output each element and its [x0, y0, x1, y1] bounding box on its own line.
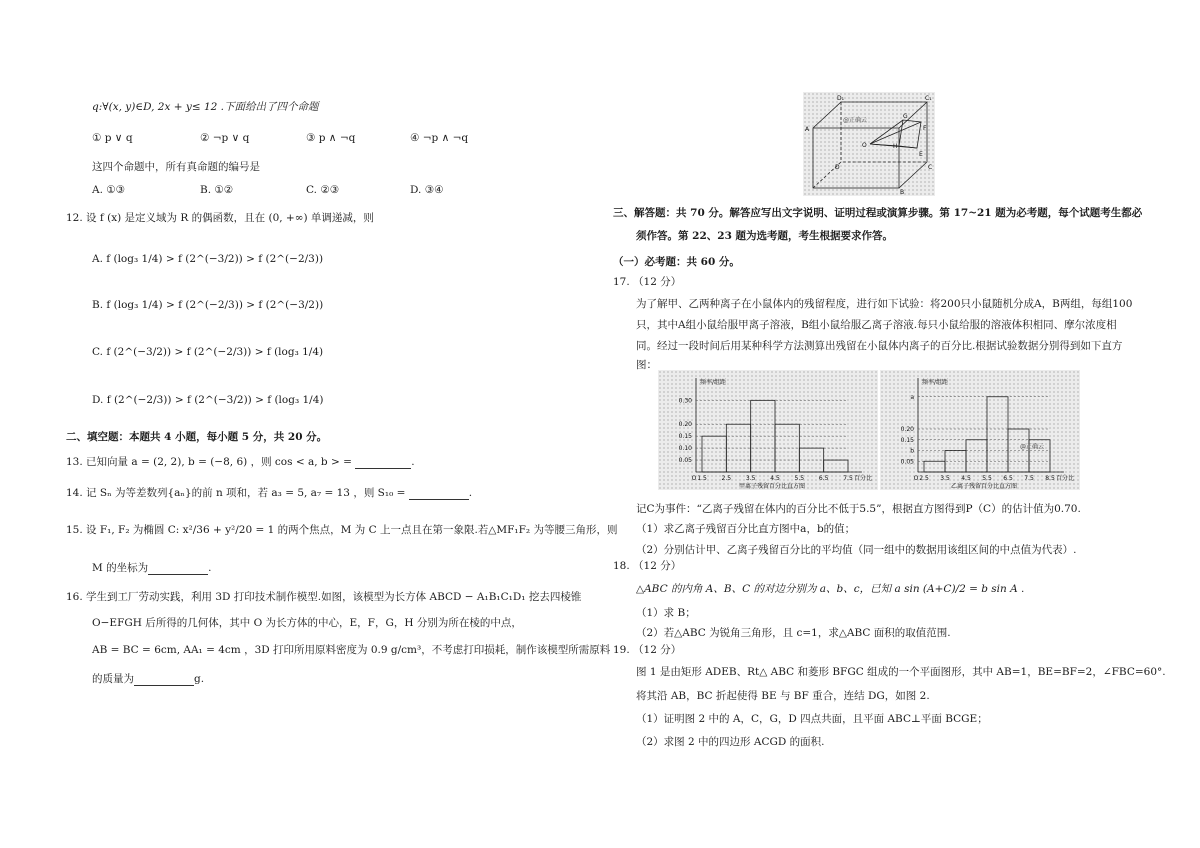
label-f: F: [923, 125, 927, 132]
x-tick-label: 5.5: [794, 475, 805, 482]
q17-part-1: （1）求乙离子残留百分比直方图中a，b的值；: [636, 523, 856, 535]
q16-answer-blank[interactable]: [134, 685, 194, 686]
y-tick-label: 0.05: [900, 458, 914, 466]
label-o: O: [862, 142, 867, 149]
q11-question: 这四个命题中，所有真命题的编号是: [92, 161, 260, 173]
q18-text: △ABC 的内角 A、B、C 的对边分别为 a、b、c，已知 a sin (A+C)/2 = b sin A .: [636, 583, 1025, 595]
y-tick-label: 0.20: [900, 426, 914, 433]
q13: 13. 已知向量 a = (2, 2), b = (−8, 6) ，则 cos < a, b > = .: [66, 456, 415, 468]
cube-hidden-edges: [813, 162, 927, 188]
label-a: A: [805, 126, 810, 133]
label-d1: D₁: [837, 95, 845, 102]
x-tick-label: 5.5: [982, 475, 992, 482]
q11-choice-b: B. ①②: [200, 184, 234, 196]
x-axis-label: 百分比: [854, 475, 873, 482]
q12-stem: 12. 设 f (x) 是定义域为 R 的偶函数，且在 (0, +∞) 单调递减，则: [66, 212, 374, 224]
q15-answer-blank[interactable]: [148, 574, 208, 575]
q11-option-2: ② ¬p ∨ q: [200, 132, 250, 144]
q11-choice-c: C. ②③: [306, 184, 340, 196]
q14-text: 14. 记 Sₙ 为等差数列{aₙ}的前 n 项和，若 a₃ = 5, a₇ = 13 ，则 S₁₀ =: [66, 487, 409, 499]
q17-event: 记C为事件：“乙离子残留在体内的百分比不低于5.5”，根据直方图得到P（C）的估计值为0.70.: [636, 503, 1081, 515]
histogram-jia-svg: [658, 370, 878, 490]
q11-continuation: q:∀(x, y)∈D, 2x + y≤ 12 .下面给出了四个命题: [92, 101, 319, 113]
x-tick-label: 3.5: [940, 475, 950, 482]
label-d: D: [835, 164, 840, 171]
histogram-jia: [658, 370, 878, 490]
section-3-line-1: 三、解答题：共 70 分。解答应写出文字说明、证明过程或演算步骤。第 17~21 题为必考题，每个试题考生都必: [613, 207, 1143, 219]
label-c1: C₁: [925, 95, 932, 102]
x-tick-label: 8.5: [1045, 475, 1055, 482]
x-origin-label: O: [691, 475, 697, 482]
y-tick-label: b: [910, 447, 914, 455]
q18-number: 18. （12 分）: [613, 560, 682, 572]
q15-text: 15. 设 F₁, F₂ 为椭圆 C: x²/36 + y²/20 = 1 的两个焦点，M 为 C 上一点且在第一象限.若△MF₁F₂ 为等腰三角形，则: [66, 524, 618, 536]
q18-part-2: （2）若△ABC 为锐角三角形，且 c=1，求△ABC 面积的取值范围.: [636, 627, 951, 639]
q11-option-4: ④ ¬p ∧ ¬q: [410, 132, 469, 144]
q19-part-2: （2）求图 2 中的四边形 ACGD 的面积.: [636, 736, 825, 748]
q16: [92, 672, 204, 686]
q19-part-1: （1）证明图 2 中的 A，C，G，D 四点共面，且平面 ABC⊥平面 BCGE；: [636, 713, 988, 725]
y-tick-label: 0.15: [678, 433, 692, 441]
pyramid-base: [899, 120, 921, 148]
histogram-bar: [702, 436, 726, 472]
q12-choice-a: A. f (log₃ 1/4) > f (2^(−3/2)) > f (2^(−2/3)): [92, 253, 324, 265]
histogram-bar: [751, 400, 775, 472]
q11-option-3: ③ p ∧ ¬q: [306, 132, 356, 144]
q16-line-3: AB = BC = 6cm, AA₁ = 4cm ，3D 打印所用原料密度为 0.9 g/cm³，不考虑打印损耗，制作该模型所需原料: [92, 644, 611, 656]
histogram-watermark: @正确云: [1020, 443, 1045, 451]
histogram-yi: [880, 370, 1080, 490]
label-b: B: [900, 189, 905, 196]
q12-choice-b: B. f (log₃ 1/4) > f (2^(−2/3)) > f (2^(−3/2)): [92, 299, 324, 311]
histogram-bar: [966, 440, 987, 472]
cube-figure: [803, 92, 935, 196]
label-g: G: [903, 113, 908, 120]
x-tick-label: 6.5: [1003, 475, 1013, 482]
histogram-bar: [824, 460, 848, 472]
section-2-heading: 二、填空题：本题共 4 小题，每小题 5 分，共 20 分。: [66, 431, 328, 443]
label-e: E: [919, 151, 923, 158]
q14: 14. 记 Sₙ 为等差数列{aₙ}的前 n 项和，若 a₃ = 5, a₇ = 13 ，则 S₁₀ = .: [66, 487, 473, 499]
histogram-bar: [987, 397, 1008, 472]
y-axis-label: 频率/组距: [922, 379, 949, 386]
q16-unit: g.: [194, 673, 205, 685]
q11-option-1: ① p ∨ q: [92, 132, 133, 144]
q15-text-2: M 的坐标为: [92, 562, 149, 574]
histogram-bar: [924, 461, 945, 472]
q17-line-2: 只，其中A组小鼠给服甲离子溶液，B组小鼠给服乙离子溶液.每只小鼠给服的溶液体积相同、摩尔浓度相: [636, 319, 1117, 331]
histogram-title: 甲离子残留百分比直方图: [738, 483, 806, 490]
x-axis-label: 百分比: [1056, 475, 1075, 482]
q19-line-1: 图 1 是由矩形 ADEB、Rt△ ABC 和菱形 BFGC 组成的一个平面图形，其中 AB=1，BE=BF=2，∠FBC=60°.: [636, 666, 1166, 678]
histogram-bar: [775, 424, 799, 472]
y-axis-label: 频率/组距: [700, 379, 727, 386]
q19-line-2: 将其沿 AB，BC 折起使得 BE 与 BF 重合，连结 DG，如图 2.: [636, 690, 930, 702]
histogram-title: 乙离子残留百分比直方图: [950, 483, 1018, 490]
y-tick-label: 0.15: [900, 436, 914, 444]
y-tick-label: 0.20: [678, 421, 692, 429]
required-heading: （一）必考题：共 60 分。: [613, 256, 740, 268]
x-tick-label: 4.5: [961, 475, 971, 482]
q12-choice-d: D. f (2^(−2/3)) > f (2^(−3/2)) > f (log₃ 1/4): [92, 394, 324, 406]
section-3-line-2: 须作答。第 22、23 题为选考题，考生根据要求作答。: [636, 230, 894, 242]
cube-top-face: [813, 102, 927, 128]
x-tick-label: 6.5: [818, 475, 829, 482]
q15: M 的坐标为 .: [92, 562, 212, 574]
x-tick-label: 2.5: [919, 475, 929, 482]
q13-text: 13. 已知向量 a = (2, 2), b = (−8, 6) ，则 cos < a, b > =: [66, 456, 356, 468]
cube-watermark: @正确云: [843, 117, 868, 124]
q18-part-1: （1）求 B；: [636, 607, 696, 619]
label-h: H: [893, 143, 898, 150]
x-origin-label: O: [913, 475, 919, 482]
q16-line-1: 16. 学生到工厂劳动实践，利用 3D 打印技术制作模型.如图，该模型为长方体 ABCD − A₁B₁C₁D₁ 挖去四棱锥: [66, 591, 582, 603]
cube-drawing: [803, 92, 935, 196]
y-tick-label: 0.10: [678, 445, 692, 453]
q17-part-2: （2）分别估计甲、乙离子残留百分比的平均值（同一组中的数据用该组区间的中点值为代表）.: [636, 544, 1077, 556]
q12-choice-c: C. f (2^(−3/2)) > f (2^(−2/3)) > f (log₃ 1/4): [92, 346, 324, 358]
q14-answer-blank[interactable]: [409, 499, 469, 500]
q11-choice-a: A. ①③: [92, 184, 126, 196]
x-tick-label: 1.5: [697, 475, 707, 482]
y-tick-label: a: [910, 393, 914, 401]
x-tick-label: 3.5: [745, 475, 756, 482]
q17-line-1: 为了解甲、乙两种离子在小鼠体内的残留程度，进行如下试验：将200只小鼠随机分成A，B两组，每组100: [636, 298, 1133, 310]
q17-line-3: 同。经过一段时间后用某种科学方法测算出残留在小鼠体内离子的百分比.根据试验数据分别得到如下直方: [636, 340, 1123, 352]
label-c: C: [928, 164, 933, 171]
q16-line-4: 的质量为: [92, 673, 134, 685]
q16-line-2: O−EFGH 后所得的几何体，其中 O 为长方体的中心，E，F，G，H 分别为所在棱的中点，: [92, 617, 522, 629]
x-tick-label: 7.5: [843, 475, 853, 482]
q17-number: 17. （12 分）: [613, 276, 682, 288]
x-tick-label: 2.5: [721, 475, 732, 482]
q13-answer-blank[interactable]: [355, 468, 411, 469]
q17-line-4: 图：: [636, 359, 657, 371]
q19-number: 19. （12 分）: [613, 644, 682, 656]
y-tick-label: 0.05: [678, 457, 692, 465]
y-tick-label: 0.30: [678, 397, 692, 405]
x-tick-label: 4.5: [770, 475, 780, 482]
x-tick-label: 7.5: [1024, 475, 1034, 482]
histogram-yi-svg: [880, 370, 1080, 490]
q11-choice-d: D. ③④: [410, 184, 444, 196]
